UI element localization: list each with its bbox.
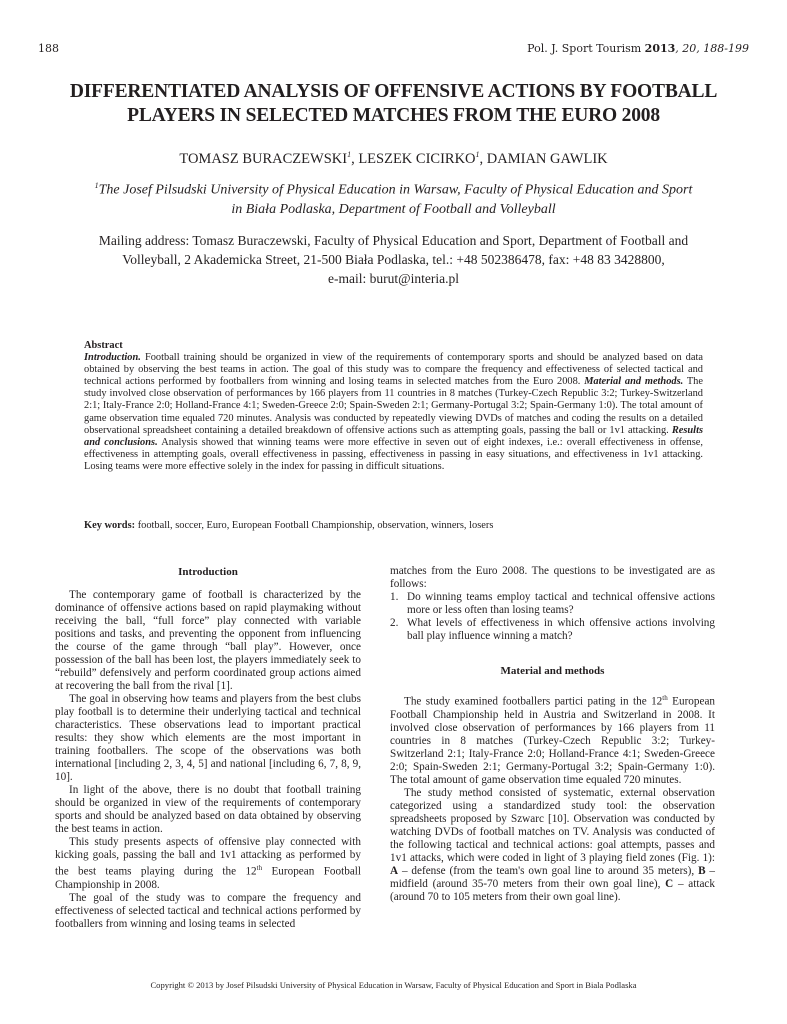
list-item: 1. Do winning teams employ tactical and technical offensive actions more or less often than losing teams? xyxy=(390,591,715,616)
mailing-line-1: Mailing address: Tomasz Buraczewski, Faculty of Physical Education and Sport, Department of Football and xyxy=(98,233,689,248)
mailing-line-2: Volleyball, 2 Akademicka Street, 21-500 Biała Podlaska, tel.: +48 502386478, fax: +48 83 3428800, xyxy=(122,252,665,267)
abstract-results-text: Analysis showed that winning teams were more effective in seven out of eight indexes, i.e.: overall effectiveness in offense, effectiveness in attempting goals, overall effectiveness in passing, effectiveness in passing in easy situations, and effectiveness in 1v1 attacking. Losing teams were more effective solely in the index for passing in difficult situations. xyxy=(84,436,703,472)
research-questions xyxy=(390,591,715,643)
mailing-email: e-mail: burut@interia.pl xyxy=(328,271,459,286)
zone-b-label: B xyxy=(698,864,706,877)
intro-paragraph-4: This study presents aspects of offensive play connected with kicking goals, passing the ball and 1v1 attacking as performed by the best teams playing during the 12th European Football Championship in 2008. xyxy=(55,836,361,891)
journal-year: 2013 xyxy=(644,42,676,55)
author-1: TOMASZ BURACZEWSKI xyxy=(179,150,348,167)
journal-volume: , 20, 188-199 xyxy=(675,42,749,55)
intro-paragraph-2: The goal in observing how teams and players from the best clubs play football is to determine their underlying tactical and technical characteristics. These observations lead to important practical results: they show which elements are the most important in training footballers. The scope of the observations was both international [including 2, 3, 4, 5] and national [including 6, 7, 8, 9, 10]. xyxy=(55,693,361,783)
intro-paragraph-3: In light of the above, there is no doubt that football training should be organized in view of the requirements of contemporary sports and should be analyzed based on data obtained by observing the best teams in action. xyxy=(55,784,361,835)
author-3: , DAMIAN GAWLIK xyxy=(479,150,608,167)
introduction-heading: Introduction xyxy=(178,566,238,578)
methods-paragraph-1: The study examined footballers partici pating in the 12th European Football Championship held in Austria and Switzerland in 2008. It involved close observation of performances by 166 players from 11 countries in 8 matches (Turkey-Czech Republic 3:2; Turkey-Switzerland 2:1; Italy-France 2:0; Holland-France 4:1; Sweden-Greece 2:0; Spain-Sweden 2:1; Germany-Portugal 3:2; Spain-Germany 1:0). The total amount of game observation time equaled 720 minutes. xyxy=(390,694,716,786)
intro-paragraph-5-continued: matches from the Euro 2008. The questions to be investigated are as follows: xyxy=(390,565,715,590)
article-title xyxy=(30,80,757,128)
keywords-label: Key words: xyxy=(84,520,136,531)
left-column xyxy=(55,566,361,931)
page-number: 188 xyxy=(38,42,59,55)
list-item: 2. What levels of effectiveness in which offensive actions involving ball play influence winning a match? xyxy=(390,617,715,642)
methods-paragraph-2: The study method consisted of systematic, external observation categorized using a standardized study tool: the observation spreadsheets proposed by Szwarc [10]. Observation was conducted by watching DVDs of football matches on TV. Analysis was conducted of the following tactical and technical actions: goal attempts, passes and 1v1 attacks, which were coded in light of 3 playing field zones (Fig. 1): A – defense (from the team's own goal line to around 35 meters), B – midfield (around 35-70 meters from their own goal line), C – attack (around 70 to 105 meters from their own goal line). xyxy=(390,786,715,903)
abstract-results-label: Results and conclusions. xyxy=(84,424,703,448)
author-2: , LESZEK CICIRKO xyxy=(351,150,476,167)
affiliation xyxy=(30,176,757,219)
zone-a-label: A xyxy=(390,864,399,877)
abstract-intro-text: Football training should be organized in view of the requirements of contemporary sports and should be analyzed based on data obtained by observing the best teams in action. The goal of this study was to compare the frequency and effectiveness of selected tactical and technical actions performed by footballers from winning and losing teams in selected matches from the Euro 2008. xyxy=(84,352,703,388)
intro-paragraph-5: The goal of the study was to compare the frequency and effectiveness of selected tactical and technical actions performed by footballers from winning and losing teams in selected xyxy=(55,891,361,930)
abstract-methods-text: The study involved close observation of performances by 166 players from 11 countries in 8 matches (Turkey-Czech Republic 3:2; Turkey-Switzerland 2:1; Italy-France 2:0; Holland-France 4:1; Sweden-Greece 2:0; Spain-Sweden 2:1; Germany-Portugal 3:2; Spain-Germany 1:0). The total amount of game observation time equaled 720 minutes. Analysis was conducted by repeatedly viewing DVDs of matches and coding the results on a detailed observational spreadsheet containing a detailed breakdown of offensive actions such as attempting goals, passing the ball or 1v1 attacking. xyxy=(84,376,703,436)
affiliation-mark: 1 xyxy=(94,181,99,190)
abstract-methods-label: Material and methods. xyxy=(584,376,684,388)
abstract-intro-label: Introduction. xyxy=(84,352,141,364)
methods-heading: Material and methods xyxy=(500,665,605,677)
author-1-mark: 1 xyxy=(347,150,352,159)
mailing-address xyxy=(30,231,757,288)
abstract-heading: Abstract xyxy=(84,340,123,351)
right-column xyxy=(390,565,715,904)
author-2-mark: 1 xyxy=(475,150,480,159)
abstract-text xyxy=(84,352,703,473)
affiliation-line-2: in Biała Podlaska, Department of Football and Volleyball xyxy=(231,201,556,217)
abstract xyxy=(84,340,703,473)
zone-c-label: C xyxy=(665,877,674,890)
title-line-2: PLAYERS IN SELECTED MATCHES FROM THE EURO 2008 xyxy=(127,105,660,126)
title-line-1: DIFFERENTIATED ANALYSIS OF OFFENSIVE ACTIONS BY FOOTBALL xyxy=(69,81,718,102)
journal-citation: Pol. J. Sport Tourism 2013, 20, 188-199 xyxy=(527,42,749,55)
intro-paragraph-1: The contemporary game of football is characterized by the dominance of offensive actions based on rapid playmaking without receiving the ball, “full force” play connected with variable positions and tasks, and preventing the opponent from influencing the course of the game through “ball play”. However, once possession of the ball has been lost, the players immediately seek to “rebuild” defensively and perform coordinated group actions aimed at recovering the ball from the rival [1]. xyxy=(55,589,361,692)
keywords-text: football, soccer, Euro, European Football Championship, observation, winners, losers xyxy=(135,520,494,531)
affiliation-line-1: The Josef Pilsudski University of Physical Education in Warsaw, Faculty of Physical Education and Sport xyxy=(98,182,693,198)
copyright-footer: Copyright © 2013 by Josef Pilsudski University of Physical Education in Warsaw, Faculty of Physical Education and Sport in Biala Podlaska xyxy=(150,980,637,990)
keywords xyxy=(84,520,703,531)
authors xyxy=(30,150,757,168)
